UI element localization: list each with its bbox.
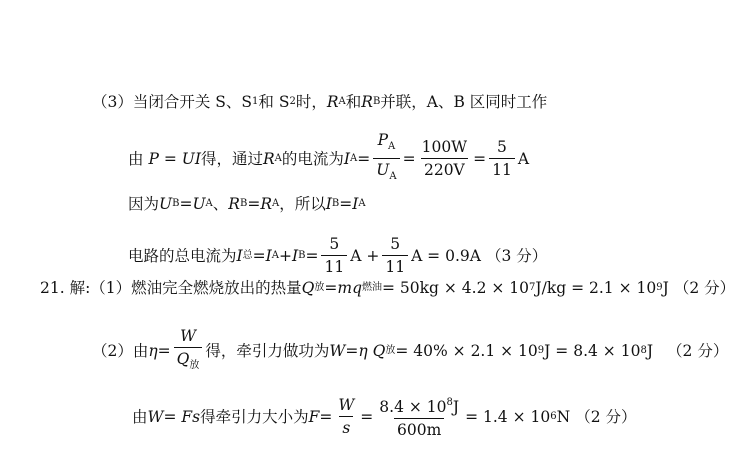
problem-3-statement: （3）当闭合开关 S、S 1 和 S 2 时， R A 和 R B 并联，A、B 区同时工作 — [92, 93, 548, 111]
parallel-relation-equation: 因为 U B = U A 、 R B = R A ，所以 I B = I A — [128, 195, 366, 213]
current-ra-equation: 由 P = UI 得，通过 R A 的电流为 I A = $\frac{P_A}{U_A}$ = $\frac{100W}{220V}$ = $\frac{5}{11}$ A — [128, 130, 529, 187]
fraction-5-11-first: $\frac{5}{11}$ — [321, 234, 347, 277]
fraction-w-s: $\frac{W}{s}$ — [338, 396, 355, 437]
score-label: （2 分） — [575, 407, 637, 426]
score-label: （2 分） — [673, 279, 735, 297]
fraction-power-voltage: $\frac{100W}{220V}$ — [421, 138, 468, 179]
fraction-work-distance: $\frac{8.4 \times 10^8J}{600m}$ — [379, 397, 460, 439]
fraction-5-11: $\frac{5}{11}$ — [489, 137, 515, 180]
fraction-5-11-second: $\frac{5}{11}$ — [382, 234, 408, 277]
fraction-w-q: $\frac{W}{Q_放}$ — [174, 326, 203, 376]
score-label: （2 分） — [667, 342, 729, 360]
fraction-pa-ua: $\frac{P_A}{U_A}$ — [373, 130, 399, 187]
total-current-equation: 电路的总电流为 I 总 = I A + I B = $\frac{5}{11}$ A + $\frac{5}{11}$ A = 0.9A （3 分） — [128, 235, 548, 276]
problem-21-heat-equation: 21. 解:（1）燃油完全燃烧放出的热量 Q 放 = mq 燃油 = 50kg × 4.2 × 10 7 J/kg = 2.1 × 10 9 J （2 分） — [40, 279, 735, 297]
score-label: （3 分） — [485, 246, 548, 265]
traction-force-equation: 由 W= Fs 得牵引力大小为 F = $\frac{W}{s}$ = $\frac{8.4 \times 10^8J}{600m}$ = 1.4 × 10 6 N （2 分） — [132, 393, 636, 440]
work-equation: （2）由 η = $\frac{W}{Q_放}$ 得，牵引力做功为 W = η Q 放 = 40% × 2.1 × 10 9 J = 8.4 × 10 8 J （2 分） — [92, 326, 728, 376]
